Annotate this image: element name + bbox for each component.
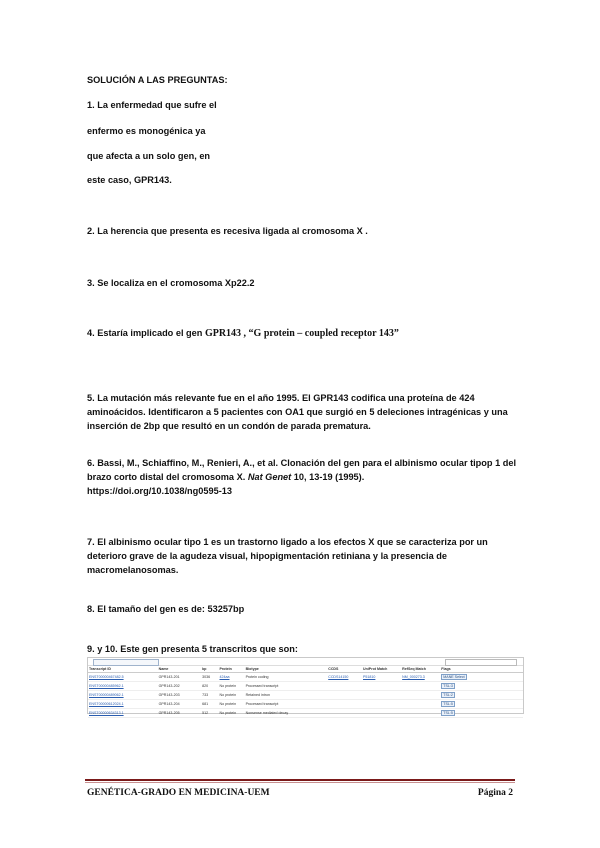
transcript-table-screenshot bbox=[87, 657, 524, 714]
table-row bbox=[88, 700, 523, 709]
cell-uniprot bbox=[362, 691, 401, 700]
table-row bbox=[88, 709, 523, 718]
cell-uniprot bbox=[362, 709, 401, 718]
cell-refseq bbox=[401, 691, 440, 700]
cell-refseq bbox=[401, 700, 440, 709]
col-header: Protein bbox=[218, 666, 244, 673]
answer-6-doi[interactable]: https://doi.org/10.1038/ng0595-13 bbox=[87, 486, 233, 496]
cell-biotype: Processed transcript bbox=[245, 682, 328, 691]
cell-flags bbox=[440, 709, 523, 718]
answer-8: 8. El tamaño del gen es de: 53257bp bbox=[87, 604, 245, 614]
col-header: Biotype bbox=[245, 666, 328, 673]
cell-transcript-id[interactable]: ENST00000634313.1 bbox=[88, 709, 158, 718]
col-header: CCDS bbox=[327, 666, 362, 673]
answer-7: 7. El albinismo ocular tipo 1 es un trastorno ligado a los efectos X que se caracteriza por un deterioro grave de la agudeza visual, hipopigmentación retiniana y la presencia de macromelanosomas. bbox=[87, 537, 488, 575]
cell-transcript-id[interactable]: ENST00000489062.1 bbox=[88, 691, 158, 700]
flag-tag: TSL:5 bbox=[443, 711, 453, 715]
cell-bp: 820 bbox=[201, 682, 218, 691]
cell-protein[interactable]: 424aa bbox=[218, 673, 244, 682]
cell-bp: 512 bbox=[201, 709, 218, 718]
flag-tag: TSL:5 bbox=[443, 702, 453, 706]
answer-9-10: 9. y 10. Este gen presenta 5 transcritos que son: bbox=[87, 644, 298, 654]
answer-4 bbox=[87, 326, 517, 341]
answer-4-prefix: 4. Estaría implicado el gen bbox=[87, 328, 205, 338]
cell-ccds bbox=[327, 691, 362, 700]
cell-protein: No protein bbox=[218, 700, 244, 709]
cell-protein: No protein bbox=[218, 709, 244, 718]
table-row bbox=[88, 691, 523, 700]
show-hide-columns-button bbox=[93, 659, 159, 666]
cell-transcript-id[interactable]: ENST00000612024.1 bbox=[88, 700, 158, 709]
cell-bp: 3036 bbox=[201, 673, 218, 682]
cell-refseq bbox=[401, 682, 440, 691]
col-header: Flags bbox=[440, 666, 523, 673]
answer-5: 5. La mutación más relevante fue en el año 1995. El GPR143 codifica una proteína de 424 aminoácidos. Identificaron a 5 pacientes con OA1 que surgió en 5 deleciones intragénicas y una inserción de 2bp que resultó en un condón de parada prematura. bbox=[87, 393, 508, 431]
cell-uniprot[interactable]: P51810 bbox=[362, 673, 401, 682]
answer-4-gene: GPR143 , “G protein – coupled receptor 143” bbox=[204, 328, 399, 339]
cell-bp: 681 bbox=[201, 700, 218, 709]
answer-1-line-3: que afecta a un solo gen, en bbox=[87, 151, 211, 161]
cell-transcript-id[interactable]: ENST00000485962.1 bbox=[88, 682, 158, 691]
col-header: RefSeq Match bbox=[401, 666, 440, 673]
cell-uniprot bbox=[362, 682, 401, 691]
flag-tag: TSL:2 bbox=[443, 693, 453, 697]
answer-1-line-4: este caso, GPR143. bbox=[87, 175, 172, 185]
cell-flags bbox=[440, 682, 523, 691]
footer-divider-thin bbox=[85, 782, 515, 783]
answer-1-line-2: enfermo es monogénica ya bbox=[87, 126, 206, 136]
cell-name: GPR143-203 bbox=[158, 691, 202, 700]
cell-biotype: Processed transcript bbox=[245, 700, 328, 709]
footer-divider bbox=[85, 779, 515, 781]
cell-biotype: Nonsense mediated decay bbox=[245, 709, 328, 718]
answer-6-journal: Nat Genet bbox=[247, 472, 292, 482]
cell-biotype: Retained intron bbox=[245, 691, 328, 700]
cell-uniprot bbox=[362, 700, 401, 709]
col-header: Transcript ID bbox=[88, 666, 158, 673]
transcript-table bbox=[88, 666, 523, 718]
answer-6-ref: 10, 13-19 (1995). bbox=[291, 472, 365, 482]
col-header: bp bbox=[201, 666, 218, 673]
footer-left: GENÉTICA-GRADO EN MEDICINA-UEM bbox=[87, 788, 270, 798]
cell-flags bbox=[440, 691, 523, 700]
section-heading: SOLUCIÓN A LAS PREGUNTAS: bbox=[87, 75, 228, 85]
cell-name: GPR143-205 bbox=[158, 709, 202, 718]
cell-name: GPR143-201 bbox=[158, 673, 202, 682]
cell-name: GPR143-202 bbox=[158, 682, 202, 691]
flag-tag: MANE Select bbox=[443, 675, 465, 679]
cell-protein: No protein bbox=[218, 691, 244, 700]
cell-biotype: Protein coding bbox=[245, 673, 328, 682]
flag-tag: TSL:3 bbox=[443, 684, 453, 688]
answer-6-citation: 6. Bassi, M., Schiaffino, M., Renieri, A., et al. Clonación del gen para el albinismo ocular tipop 1 del brazo corto distal del cromosoma X. bbox=[87, 458, 517, 482]
filter-input bbox=[445, 659, 517, 666]
footer-page-number: Página 2 bbox=[477, 788, 513, 798]
col-header: UniProt Match bbox=[362, 666, 401, 673]
answer-2: 2. La herencia que presenta es recesiva ligada al cromosoma X . bbox=[87, 226, 368, 236]
cell-refseq[interactable]: NM_000273.3 bbox=[401, 673, 440, 682]
cell-ccds bbox=[327, 700, 362, 709]
cell-bp: 733 bbox=[201, 691, 218, 700]
cell-name: GPR143-204 bbox=[158, 700, 202, 709]
cell-ccds bbox=[327, 682, 362, 691]
cell-refseq bbox=[401, 709, 440, 718]
table-row bbox=[88, 673, 523, 682]
cell-flags bbox=[440, 673, 523, 682]
cell-ccds bbox=[327, 709, 362, 718]
cell-flags bbox=[440, 700, 523, 709]
table-row bbox=[88, 682, 523, 691]
answer-6 bbox=[87, 456, 517, 498]
answer-1-line-1: 1. La enfermedad que sufre el bbox=[87, 100, 217, 110]
cell-transcript-id[interactable]: ENST00000467482.5 bbox=[88, 673, 158, 682]
cell-protein: No protein bbox=[218, 682, 244, 691]
col-header: Name bbox=[158, 666, 202, 673]
transcript-table-toolbar bbox=[88, 658, 523, 666]
cell-ccds[interactable]: CCDS14150 bbox=[327, 673, 362, 682]
answer-3: 3. Se localiza en el cromosoma Xp22.2 bbox=[87, 278, 255, 288]
